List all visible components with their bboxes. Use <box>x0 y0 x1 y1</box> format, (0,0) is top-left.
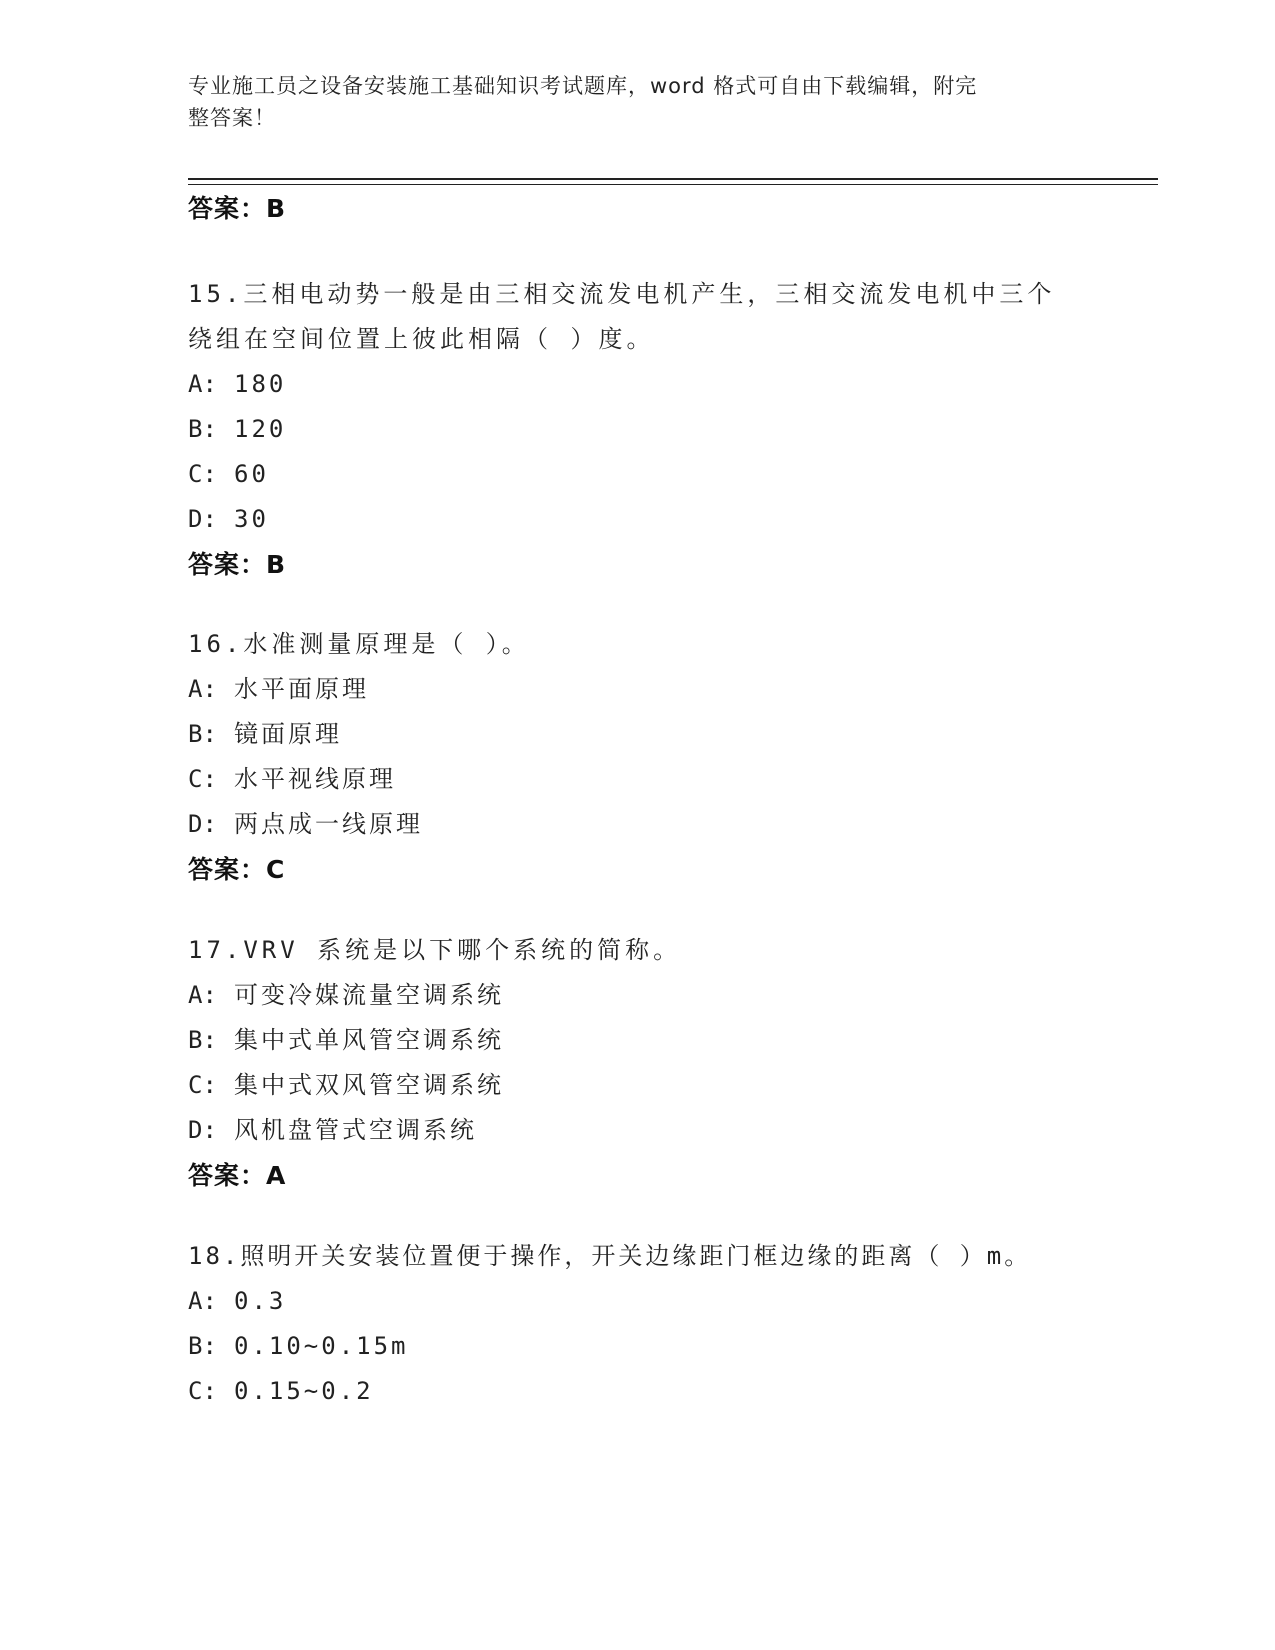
previous-answer-block <box>188 186 1108 231</box>
header-divider-thin <box>188 184 1158 185</box>
header-divider-thick <box>188 178 1158 180</box>
option-c: C: 水平视线原理 <box>188 765 396 793</box>
question-stem-continued: 绕组在空间位置上彼此相隔（ ）度。 <box>188 325 655 353</box>
option-d: D: 30 <box>188 505 269 533</box>
question-15 <box>188 272 1108 587</box>
option-c: C: 0.15~0.2 <box>188 1377 374 1405</box>
question-17 <box>188 928 1108 1198</box>
answer-text: 答案：A <box>188 1161 287 1190</box>
option-a: A: 0.3 <box>188 1287 287 1315</box>
question-stem: 17.VRV 系统是以下哪个系统的简称。 <box>188 936 682 964</box>
option-b: B: 0.10~0.15m <box>188 1332 409 1360</box>
option-a: A: 水平面原理 <box>188 675 369 703</box>
option-c: C: 集中式双风管空调系统 <box>188 1071 504 1099</box>
question-16 <box>188 622 1108 892</box>
header-line-2: 整答案！ <box>188 106 276 130</box>
option-a: A: 180 <box>188 370 287 398</box>
question-stem: 18.照明开关安装位置便于操作，开关边缘距门框边缘的距离（ ）m。 <box>188 1242 1032 1270</box>
answer-text: 答案：B <box>188 194 287 223</box>
option-b: B: 120 <box>188 415 287 443</box>
question-18 <box>188 1234 1108 1414</box>
option-c: C: 60 <box>188 460 269 488</box>
answer-text: 答案：C <box>188 855 286 884</box>
option-b: B: 镜面原理 <box>188 720 342 748</box>
option-a: A: 可变冷媒流量空调系统 <box>188 981 504 1009</box>
question-stem: 15.三相电动势一般是由三相交流发电机产生，三相交流发电机中三个 <box>188 280 1056 308</box>
answer-text: 答案：B <box>188 550 287 579</box>
option-b: B: 集中式单风管空调系统 <box>188 1026 504 1054</box>
option-d: D: 风机盘管式空调系统 <box>188 1116 477 1144</box>
document-header <box>188 70 1068 134</box>
header-line-1: 专业施工员之设备安装施工基础知识考试题库，word 格式可自由下载编辑，附完 <box>188 74 978 98</box>
question-stem: 16.水准测量原理是（ ）。 <box>188 630 530 658</box>
option-d: D: 两点成一线原理 <box>188 810 423 838</box>
